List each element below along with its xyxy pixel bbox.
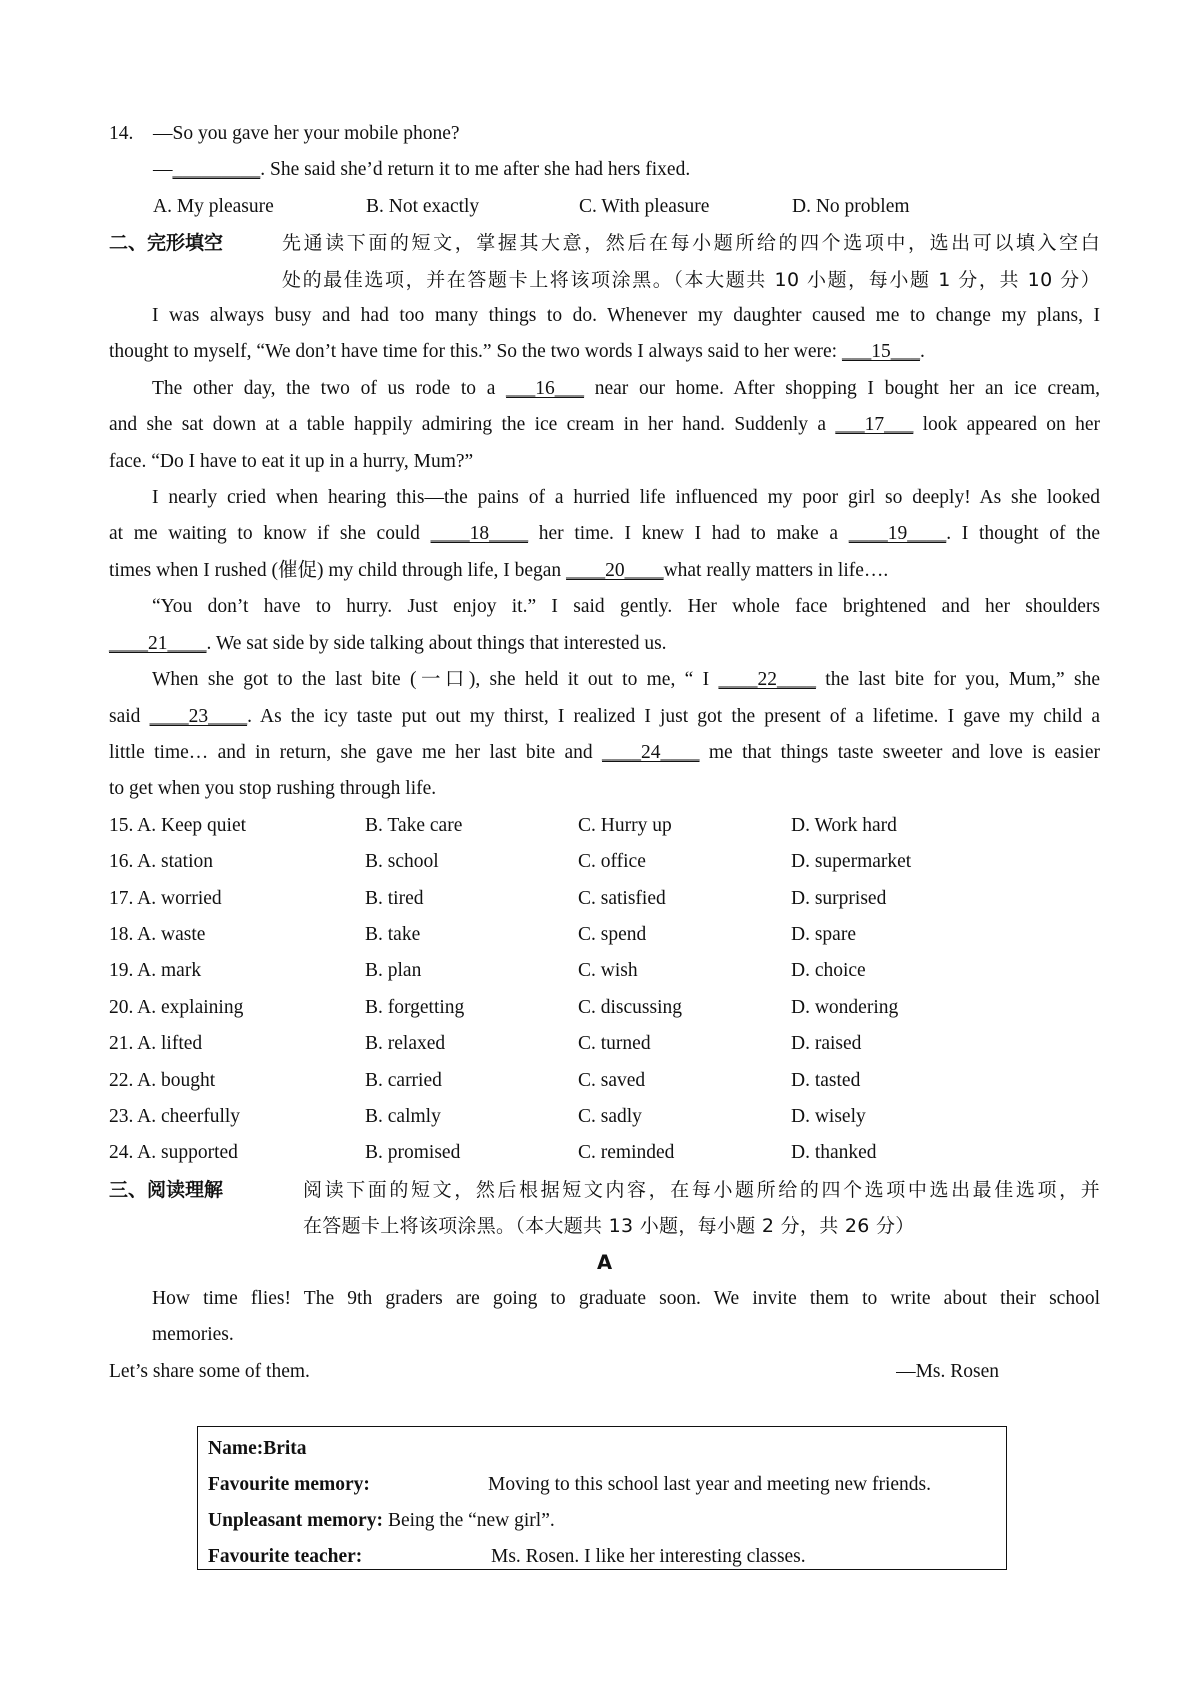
student-name: Name:Brita [208, 1438, 307, 1459]
blank-19: ____19____ [848, 523, 947, 545]
passage-text: little time… and in return, she gave me her last bite and [109, 741, 603, 763]
cloze-choices [109, 808, 1100, 1172]
passage-text: . [919, 341, 925, 363]
field-value: Being the “new girl”. [387, 1510, 555, 1531]
share-line [109, 1354, 1100, 1390]
option-d: D. supermarket [791, 851, 912, 873]
passage-line [109, 735, 1100, 771]
intro-line: memories. [152, 1324, 234, 1346]
option-a: A. My pleasure [153, 195, 274, 217]
option-b: B. carried [365, 1069, 442, 1091]
card-unpleasant-memory-row [208, 1503, 996, 1539]
option-a: 16. A. station [109, 851, 214, 873]
passage-line: “You don’t have to hurry. Just enjoy it.” I said gently. Her whole face brightened and her shoulders [152, 596, 1100, 618]
option-d: D. wisely [791, 1105, 866, 1127]
passage-text: times when I rushed (催促) my child through life, I began [109, 559, 567, 581]
passage-line [109, 626, 1100, 662]
section-reading-header [109, 1172, 1100, 1245]
passage-text: . As the icy taste put out my thirst, I realized I just got the present of a lifetime. I gave my child a [247, 705, 1100, 727]
part-label: A [596, 1250, 613, 1274]
choice-row-21 [109, 1026, 1100, 1062]
option-b: B. forgetting [365, 996, 465, 1018]
choice-row-18 [109, 917, 1100, 953]
option-b: B. take [365, 923, 421, 945]
option-b: B. relaxed [365, 1033, 446, 1055]
section-instructions [303, 1172, 1100, 1245]
blank-24: ____24____ [602, 741, 700, 763]
choice-row-20 [109, 990, 1100, 1026]
passage-text: me that things taste sweeter and love is easier [699, 741, 1100, 763]
passage-text: at me waiting to know if she could [109, 523, 431, 545]
choice-row-22 [109, 1063, 1100, 1099]
dialogue-line-2 [109, 152, 1100, 188]
field-value: Moving to this school last year and meeting new friends. [488, 1474, 931, 1495]
option-b: B. tired [365, 887, 424, 909]
option-b: B. plan [365, 960, 422, 982]
passage-text: near our home. After shopping I bought her an ice cream, [584, 377, 1100, 399]
dialogue-text: . She said she’d return it to me after she had hers fixed. [260, 159, 691, 181]
card-favourite-teacher-row [208, 1539, 996, 1575]
passage-line [109, 516, 1100, 552]
instructions-line-1: 先通读下面的短文，掌握其大意，然后在每小题所给的四个选项中，选出可以填入空白 [282, 232, 1100, 255]
option-c: C. reminded [578, 1142, 675, 1164]
option-c: C. sadly [578, 1105, 642, 1127]
passage-text: look appeared on her [913, 414, 1100, 436]
card-name-row [208, 1431, 996, 1467]
section-instructions [282, 225, 1100, 298]
option-a: 15. A. Keep quiet [109, 814, 247, 836]
passage-line [109, 334, 1100, 370]
blank-23: ____23____ [149, 705, 248, 727]
share-text: Let’s share some of them. [109, 1360, 310, 1382]
passage-line [109, 699, 1100, 735]
section-title: 三、阅读理解 [109, 1178, 224, 1201]
option-a: 24. A. supported [109, 1142, 238, 1164]
signature: —Ms. Rosen [896, 1360, 999, 1382]
option-d: D. wondering [791, 996, 899, 1018]
field-label: Favourite memory: [208, 1474, 370, 1495]
passage-text: When she got to the last bite (一口), she held it out to me, “ I [152, 669, 719, 691]
option-d: D. No problem [792, 195, 910, 217]
choice-row-23 [109, 1099, 1100, 1135]
option-c: C. wish [578, 960, 638, 982]
field-label: Unpleasant memory: [208, 1510, 383, 1531]
field-value: Ms. Rosen. I like her interesting classes. [491, 1546, 806, 1567]
option-b: B. school [365, 851, 439, 873]
choice-row-16 [109, 844, 1100, 880]
student-memory-card [197, 1426, 1007, 1570]
passage-line: to get when you stop rushing through life. [109, 778, 437, 800]
passage-text: the last bite for you, Mum,” she [815, 669, 1100, 691]
dialogue-line-1: —So you gave her your mobile phone? [153, 123, 460, 144]
question-14-options [109, 189, 1100, 225]
passage-text: her time. I knew I had to make a [528, 523, 849, 545]
option-d: D. spare [791, 923, 856, 945]
option-a: 22. A. bought [109, 1069, 216, 1091]
exam-content [109, 116, 1100, 1390]
option-d: D. raised [791, 1033, 862, 1055]
passage-text: and she sat down at a table happily admiring the ice cream in her hand. Suddenly a [109, 414, 836, 436]
blank-22: ____22____ [718, 669, 816, 691]
passage-text: The other day, the two of us rode to a [152, 377, 507, 399]
instructions-line-1: 阅读下面的短文，然后根据短文内容，在每小题所给的四个选项中选出最佳选项，并 [303, 1178, 1100, 1201]
passage-line [109, 662, 1100, 698]
answer-blank: _________ [172, 159, 261, 181]
field-label: Favourite teacher: [208, 1546, 363, 1567]
blank-20: ____20____ [566, 559, 664, 581]
option-d: D. Work hard [791, 814, 897, 836]
option-a: 20. A. explaining [109, 996, 244, 1018]
option-c: C. discussing [578, 996, 683, 1018]
passage-text: . I thought of the [946, 523, 1100, 545]
option-c: C. Hurry up [578, 814, 672, 836]
passage-text: . We sat side by side talking about things that interested us. [206, 632, 667, 654]
blank-15: ___15___ [841, 341, 920, 363]
blank-18: ____18____ [430, 523, 529, 545]
question-number: 14. [109, 123, 134, 144]
option-b: B. promised [365, 1142, 461, 1164]
passage-text: thought to myself, “We don’t have time for this.” So the two words I always said to her were: [109, 341, 842, 363]
choice-row-24 [109, 1135, 1100, 1171]
option-b: B. calmly [365, 1105, 441, 1127]
blank-17: ___17___ [835, 414, 914, 436]
cloze-passage [109, 298, 1100, 808]
choice-row-15 [109, 808, 1100, 844]
option-c: C. spend [578, 923, 647, 945]
option-c: C. satisfied [578, 887, 666, 909]
choice-row-19 [109, 953, 1100, 989]
passage-line [109, 553, 1100, 589]
option-d: D. tasted [791, 1069, 861, 1091]
option-c: C. saved [578, 1069, 646, 1091]
option-d: D. thanked [791, 1142, 877, 1164]
question-14 [109, 116, 1100, 152]
option-a: 17. A. worried [109, 887, 222, 909]
section-cloze-header [109, 225, 1100, 298]
option-a: 21. A. lifted [109, 1033, 203, 1055]
passage-line [109, 407, 1100, 443]
instructions-line-2: 在答题卡上将该项涂黑。（本大题共 13 小题，每小题 2 分，共 26 分） [303, 1215, 915, 1238]
option-a: 19. A. mark [109, 960, 202, 982]
option-d: D. choice [791, 960, 866, 982]
passage-line: face. “Do I have to eat it up in a hurry, Mum?” [109, 450, 474, 472]
option-b: B. Not exactly [366, 195, 480, 217]
option-b: B. Take care [365, 814, 463, 836]
instructions-line-2: 处的最佳选项，并在答题卡上将该项涂黑。（本大题共 10 小题，每小题 1 分，共 10 分） [282, 268, 1100, 291]
dash: — [153, 159, 173, 181]
intro-line: How time flies! The 9th graders are going to graduate soon. We invite them to write about their school [152, 1288, 1100, 1309]
blank-21: ____21____ [109, 632, 207, 654]
section-title: 二、完形填空 [109, 232, 224, 255]
passage-line [109, 371, 1100, 407]
passage-line: I nearly cried when hearing this—the pains of a hurried life influenced my poor girl so deeply! As she looked [152, 487, 1100, 509]
option-a: 18. A. waste [109, 923, 206, 945]
blank-16: ___16___ [506, 377, 585, 399]
passage-text: what really matters in life…. [663, 559, 889, 581]
choice-row-17 [109, 881, 1100, 917]
option-d: D. surprised [791, 887, 887, 909]
option-c: C. With pleasure [579, 195, 710, 217]
option-c: C. office [578, 851, 646, 873]
option-a: 23. A. cheerfully [109, 1105, 241, 1127]
passage-text: said [109, 705, 150, 727]
card-favourite-memory-row [208, 1467, 996, 1503]
option-c: C. turned [578, 1033, 651, 1055]
passage-line: I was always busy and had too many things to do. Whenever my daughter caused me to change my plans, I [152, 305, 1100, 327]
